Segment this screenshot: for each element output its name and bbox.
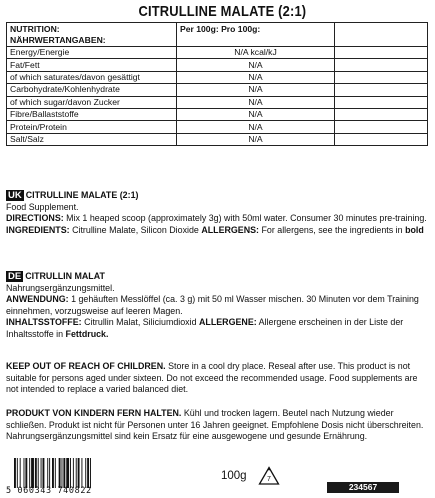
nutrition-row xyxy=(7,47,428,59)
recycle-number: 7 xyxy=(267,476,271,483)
uk-ingredients-text: Citrulline Malate, Silicon Dioxide xyxy=(72,224,199,235)
warning-de-paragraph xyxy=(6,408,430,443)
nutrient-blank xyxy=(335,96,428,108)
barcode-number: 5 060343 740822 xyxy=(6,486,92,496)
nutrient-value: N/A xyxy=(177,84,335,96)
nutrient-label: of which sugar/davon Zucker xyxy=(7,96,177,108)
de-flag: DE xyxy=(8,271,22,282)
net-weight: 100g xyxy=(221,470,247,482)
nutrition-header-en: NUTRITION: xyxy=(10,24,60,34)
warning-de-text: Kühl und trocken lagern. Beutel nach Nutzung wieder schließen. Produkt ist nicht für Personen unter 16 Jahren geeignet. Empfohlene Dosis nicht überschreiten. Nahrungsergänzungsmittel sind kein Ersatz für eine ausgewogene und gesunde Ernährung. xyxy=(6,408,424,442)
nutrition-row xyxy=(7,121,428,133)
nutrition-row xyxy=(7,71,428,83)
de-directions-label: ANWENDUNG: xyxy=(6,294,69,305)
de-allergens-label: ALLERGENE: xyxy=(199,317,257,328)
uk-allergens-bold: bold xyxy=(405,224,424,235)
nutrient-value: N/A xyxy=(177,71,335,83)
uk-directions-text: Mix 1 heaped scoop (approximately 3g) with 50ml water. Consumer 30 minutes pre-training. xyxy=(66,213,427,224)
warning-uk-text: Store in a cool dry place. Reseal after use. This product is not suitable for persons aged under sixteen. Do not exceed the recommended usage. Food supplements are not intended to replace a varied balanced diet. xyxy=(6,361,418,395)
warning-uk-paragraph xyxy=(6,361,430,396)
uk-allergens-text: For allergens, see the ingredients in xyxy=(261,224,403,235)
de-heading xyxy=(6,271,430,283)
de-directions-text: 1 gehäuften Messlöffel (ca. 3 g) mit 50 ml Wasser mischen. 30 Minuten vor dem Training einnehmen, vorzugsweise auf leeren Magen. xyxy=(6,294,419,316)
warning-de-bold: PRODUKT VON KINDERN FERN HALTEN. xyxy=(6,408,182,418)
de-type: Nahrungsergänzungsmittel. xyxy=(6,282,115,293)
de-ingredients xyxy=(6,317,430,340)
uk-flag: UK xyxy=(8,190,22,201)
barcode-image xyxy=(14,458,122,488)
nutrient-value: N/A xyxy=(177,59,335,71)
de-product-name: CITRULLIN MALAT xyxy=(25,271,105,281)
de-allergens-bold: Fettdruck. xyxy=(65,328,109,339)
nutrient-blank xyxy=(335,133,428,145)
nutrient-blank xyxy=(335,121,428,133)
nutrient-value: N/A xyxy=(177,108,335,120)
uk-type: Food Supplement. xyxy=(6,201,79,212)
nutrient-blank xyxy=(335,59,428,71)
warning-uk-bold: KEEP OUT OF REACH OF CHILDREN. xyxy=(6,361,166,371)
de-directions xyxy=(6,294,430,317)
nutrient-value: N/A xyxy=(177,121,335,133)
nutrient-blank xyxy=(335,47,428,59)
nutrition-header-per100: Per 100g: Pro 100g: xyxy=(177,23,335,47)
nutrient-value: N/A xyxy=(177,133,335,145)
de-allergens-text: Allergene erscheinen in der Liste der Inhaltsstoffe in xyxy=(6,317,404,339)
nutrient-label: of which saturates/davon gesättigt xyxy=(7,71,177,83)
nutrient-blank xyxy=(335,71,428,83)
warning-uk xyxy=(6,361,430,396)
nutrient-blank xyxy=(335,108,428,120)
recycle-triangle-icon xyxy=(258,466,280,486)
uk-allergens-label: ALLERGENS: xyxy=(201,224,260,235)
de-section xyxy=(6,271,430,341)
nutrient-value: N/A xyxy=(177,96,335,108)
uk-ingredients xyxy=(6,225,430,237)
nutrition-row xyxy=(7,84,428,96)
nutrition-row xyxy=(7,108,428,120)
nutrient-label: Carbohydrate/Kohlenhydrate xyxy=(7,84,177,96)
nutrition-row xyxy=(7,59,428,71)
uk-section xyxy=(6,190,430,236)
product-title: CITRULLINE MALATE (2:1) xyxy=(138,3,307,20)
nutrition-header-blank xyxy=(335,23,428,47)
nutrition-row xyxy=(7,96,428,108)
nutrient-label: Protein/Protein xyxy=(7,121,177,133)
nutrient-value: N/A kcal/kJ xyxy=(177,47,335,59)
nutrient-blank xyxy=(335,84,428,96)
uk-directions-label: DIRECTIONS: xyxy=(6,213,64,224)
nutrient-label: Fibre/Ballaststoffe xyxy=(7,108,177,120)
nutrition-header-de: NÄHRWERTANGABEN: xyxy=(10,34,106,45)
nutrition-row xyxy=(7,133,428,145)
de-ingredients-label: INHALTSSTOFFE: xyxy=(6,317,82,328)
uk-product-name: CITRULLINE MALATE (2:1) xyxy=(25,190,139,200)
uk-ingredients-label: INGREDIENTS: xyxy=(6,224,70,235)
lot-number: 234567 xyxy=(327,482,399,493)
nutrient-label: Fat/Fett xyxy=(7,59,177,71)
de-ingredients-text: Citrullin Malat, Siliciumdioxid xyxy=(84,317,197,328)
nutrition-table xyxy=(6,22,428,146)
uk-heading xyxy=(6,190,430,202)
nutrition-header-row xyxy=(7,23,428,47)
nutrient-label: Salt/Salz xyxy=(7,133,177,145)
nutrition-header-label xyxy=(7,23,177,47)
warning-de xyxy=(6,408,430,443)
uk-directions xyxy=(6,213,430,225)
nutrient-label: Energy/Energie xyxy=(7,47,177,59)
